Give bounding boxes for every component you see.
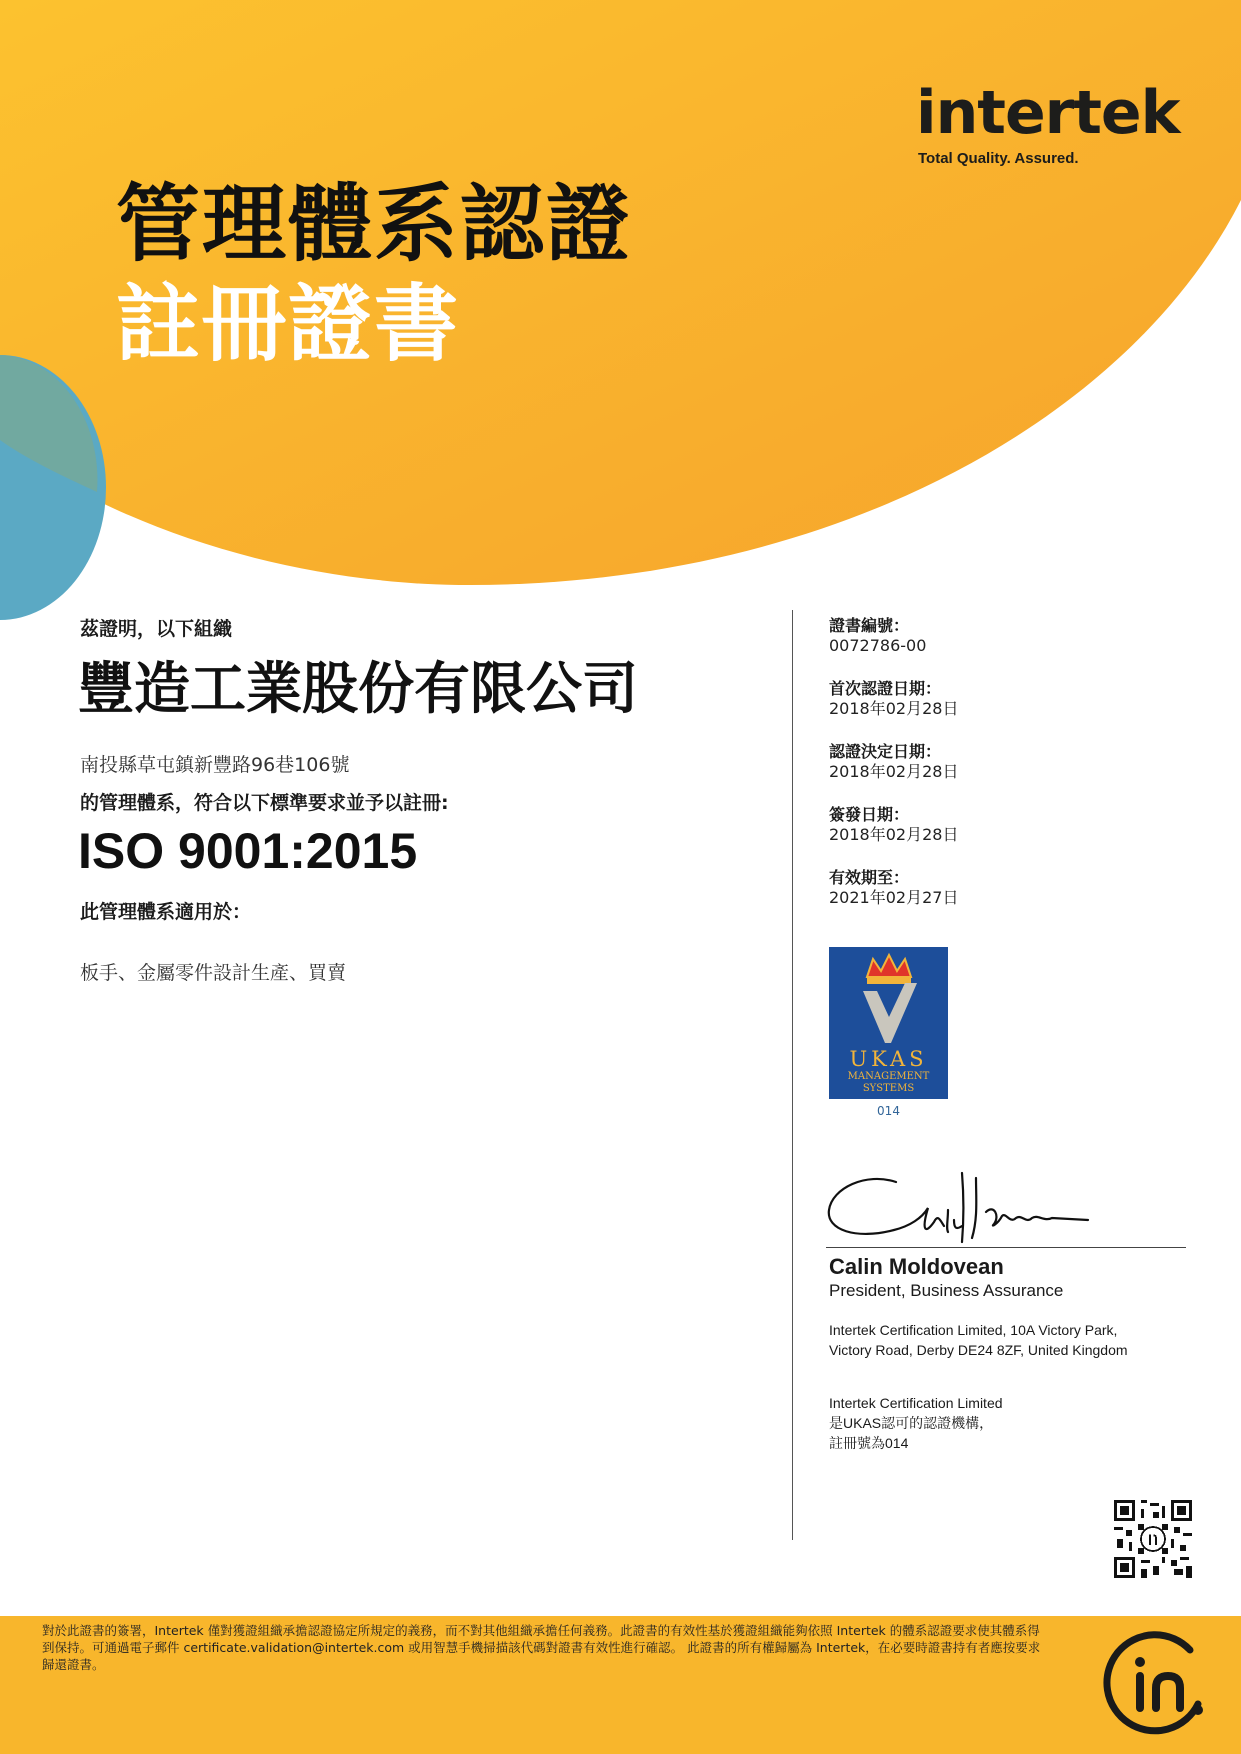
ukas-line2: MANAGEMENT xyxy=(847,1071,930,1082)
intertek-logo: intertek xyxy=(916,78,1180,148)
accreditation-line: Intertek Certification Limited xyxy=(829,1395,1003,1411)
detail-value: 2018年02月28日 xyxy=(829,762,959,781)
ukas-mark xyxy=(829,947,948,1099)
detail-initial-date xyxy=(829,679,958,719)
certificate-title-line2: 註冊證書 xyxy=(116,275,461,373)
certificate-title-line1: 管理體系認證 xyxy=(116,175,633,273)
detail-value: 0072786-00 xyxy=(829,636,927,655)
disclaimer-text: 對於此證書的簽署，Intertek 僅對獲證組織承擔認證協定所規定的義務，而不對其他組織承擔任何義務。此證書的有效性基於獲證組織能夠依照 Intertek 的體系認證要求使其體系得到保持。可通過電子郵件 certificate.validation@intertek.com 或用智慧手機掃描該代碼對證書有效性進行確認。 此證書的所有權歸屬為 Intertek，在必要時證書持有者應按要求歸還證書。 xyxy=(42,1623,1041,1672)
ukas-wordmark: UKAS xyxy=(849,1047,928,1071)
scope-label: 此管理體系適用於： xyxy=(80,901,252,923)
detail-expiry-date xyxy=(829,868,958,908)
detail-label: 簽發日期： xyxy=(829,805,910,824)
signature xyxy=(826,1168,1096,1248)
certify-text: 茲證明，以下組織 xyxy=(80,618,233,640)
detail-label: 證書編號： xyxy=(829,616,910,635)
signatory-name: Calin Moldovean xyxy=(829,1254,1004,1279)
detail-label: 有效期至： xyxy=(829,868,910,887)
ukas-number: 014 xyxy=(877,1104,900,1118)
detail-value: 2018年02月28日 xyxy=(829,825,959,844)
scope-text: 板手、金屬零件設計生產、買賣 xyxy=(80,962,347,984)
detail-value: 2021年02月27日 xyxy=(829,888,959,907)
detail-issue-date xyxy=(829,805,958,845)
detail-label: 首次認證日期： xyxy=(829,679,942,698)
signatory-title: President, Business Assurance xyxy=(829,1281,1064,1300)
ukas-line3: SYSTEMS xyxy=(862,1083,915,1094)
detail-value: 2018年02月28日 xyxy=(829,699,959,718)
detail-decision-date xyxy=(829,742,958,782)
qr-code-icon[interactable] xyxy=(1114,1500,1192,1578)
logo-tagline: Total Quality. Assured. xyxy=(918,150,1079,167)
accreditation-statement xyxy=(829,1393,1159,1453)
detail-certificate-number xyxy=(829,616,926,656)
issuer-address: Intertek Certification Limited, 10A Victory Park, Victory Road, Derby DE24 8ZF, United Kingdom xyxy=(829,1322,1128,1358)
detail-label: 認證決定日期： xyxy=(829,742,942,761)
standard-name: ISO 9001:2015 xyxy=(78,823,418,879)
accreditation-line: 註冊號為014 xyxy=(829,1435,909,1451)
signature-line xyxy=(826,1247,1186,1248)
conformity-text: 的管理體系，符合以下標準要求並予以註冊: xyxy=(80,792,449,814)
accreditation-line: 是UKAS認可的認證機構， xyxy=(829,1415,994,1431)
divider xyxy=(792,610,793,1540)
intertek-in-icon xyxy=(1100,1628,1210,1738)
company-name: 豐造工業股份有限公司 xyxy=(78,657,638,722)
company-address: 南投縣草屯鎮新豐路96巷106號 xyxy=(80,754,350,776)
